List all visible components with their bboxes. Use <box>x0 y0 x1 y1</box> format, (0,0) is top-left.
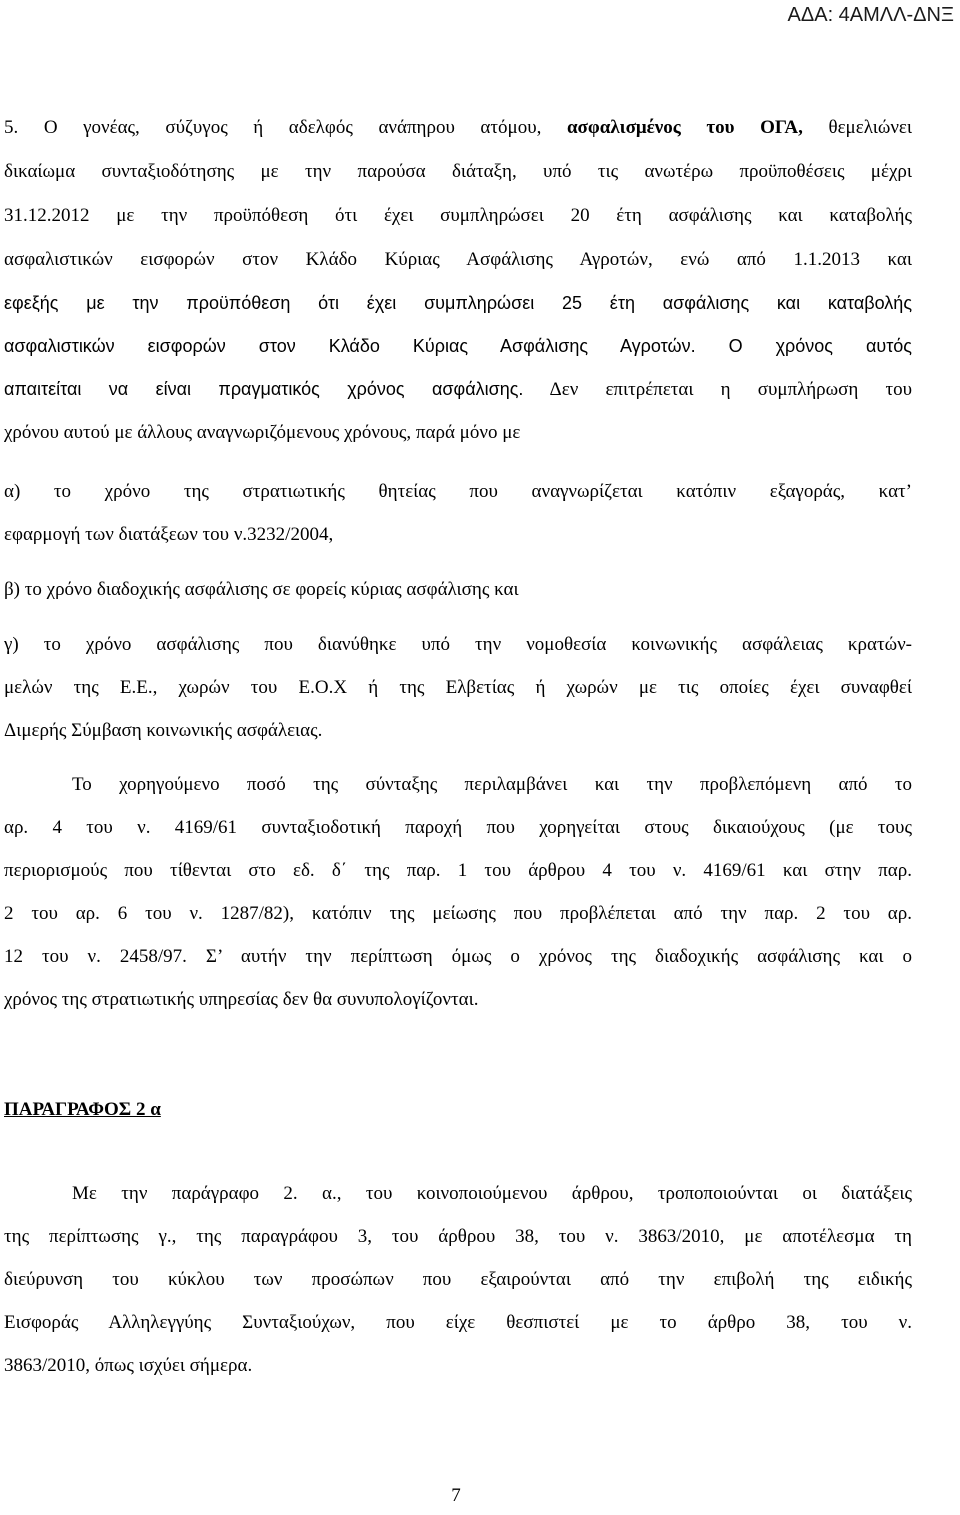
item-c-line-3: Διμερής Σύμβαση κοινωνικής ασφάλειας. <box>4 720 323 741</box>
section5-line1-post: θεμελιώνει <box>802 117 912 138</box>
section-heading: ΠΑΡΑΓΡΑΦΟΣ 2 α <box>4 1099 161 1120</box>
section5-line7-sans: απαιτείται να είναι πραγματικός χρόνος ασφάλισης. <box>4 379 524 399</box>
p2a-line-1: Με την παράγραφο 2. α., του κοινοποιούμενου άρθρου, τροποποιούνται οι διατάξεις <box>72 1183 912 1204</box>
p2a-line-5: 3863/2010, όπως ισχύει σήμερα. <box>4 1355 253 1376</box>
item-c-line-2: μελών της Ε.Ε., χωρών του Ε.Ο.Χ ή της Ελβετίας ή χωρών με τις οποίες έχει συναφθεί <box>4 677 912 698</box>
item-a-line-1: α) το χρόνο της στρατιωτικής θητείας που αναγνωρίζεται κατόπιν εξαγοράς, κατ’ <box>4 481 912 502</box>
para2-line-5: 12 του ν. 2458/97. Σ’ αυτήν την περίπτωση όμως ο χρόνος της διαδοχικής ασφάλισης και ο <box>4 946 912 967</box>
section5-line-4: ασφαλιστικών εισφορών στον Κλάδο Κύριας Ασφάλισης Αγροτών, ενώ από 1.1.2013 και <box>4 249 912 270</box>
item-b: β) το χρόνο διαδοχικής ασφάλισης σε φορείς κύριας ασφάλισης και <box>4 579 519 600</box>
para2-line-6: χρόνος της στρατιωτικής υπηρεσίας δεν θα συνυπολογίζονται. <box>4 989 479 1010</box>
section5-line-1 <box>4 118 912 137</box>
p2a-line-4: Εισφοράς Αλληλεγγύης Συνταξιούχων, που είχε θεσπιστεί με το άρθρο 38, του ν. <box>4 1312 912 1333</box>
item-a-line-2: εφαρμογή των διατάξεων του ν.3232/2004, <box>4 524 334 545</box>
para2-line-3: περιορισμούς που τίθενται στο εδ. δ΄ της παρ. 1 του άρθρου 4 του ν. 4169/61 και στην παρ. <box>4 860 912 881</box>
section5-line-8: χρόνου αυτού με άλλους αναγνωριζόμενους χρόνους, παρά μόνο με <box>4 422 521 443</box>
para2-line-2: αρ. 4 του ν. 4169/61 συνταξιοδοτική παροχή που χορηγείται στους δικαιούχους (με τους <box>4 817 912 838</box>
section5-line-3: 31.12.2012 με την προϋπόθεση ότι έχει συμπληρώσει 20 έτη ασφάλισης και καταβολής <box>4 205 912 226</box>
p2a-line-3: διεύρυνση του κύκλου των προσώπων που εξαιρούνται από την επιβολή της ειδικής <box>4 1269 912 1290</box>
section5-line1-bold: ασφαλισμένος του ΟΓΑ, <box>566 117 803 138</box>
ada-code: ΑΔΑ: 4ΑΜΛΛ-ΔΝΞ <box>787 4 954 26</box>
item-c-line-1: γ) το χρόνο ασφάλισης που διανύθηκε υπό την νομοθεσία κοινωνικής ασφάλειας κρατών- <box>4 634 912 655</box>
section5-line-2: δικαίωμα συνταξιοδότησης με την παρούσα διάταξη, υπό τις ανωτέρω προϋποθέσεις μέχρι <box>4 161 912 182</box>
para2-line-4: 2 του αρ. 6 του ν. 1287/82), κατόπιν της μείωσης που προβλέπεται από την παρ. 2 του αρ. <box>4 903 912 924</box>
section5-line7-serif: Δεν επιτρέπεται η συμπλήρωση του <box>523 379 912 400</box>
section5-line-7 <box>4 380 912 399</box>
section5-line-6: ασφαλιστικών εισφορών στον Κλάδο Κύριας Ασφάλισης Αγροτών. Ο χρόνος αυτός <box>4 336 912 356</box>
section5-line1-pre: 5. Ο γονέας, σύζυγος ή αδελφός ανάπηρου ατόμου, <box>4 117 567 138</box>
p2a-line-2: της περίπτωσης γ., της παραγράφου 3, του άρθρου 38, του ν. 3863/2010, με αποτέλεσμα τη <box>4 1226 912 1247</box>
page-number: 7 <box>451 1485 461 1506</box>
section5-line-5: εφεξής με την προϋπόθεση ότι έχει συμπληρώσει 25 έτη ασφάλισης και καταβολής <box>4 293 912 313</box>
para2-line-1: Το χορηγούμενο ποσό της σύνταξης περιλαμβάνει και την προβλεπόμενη από το <box>72 774 912 795</box>
